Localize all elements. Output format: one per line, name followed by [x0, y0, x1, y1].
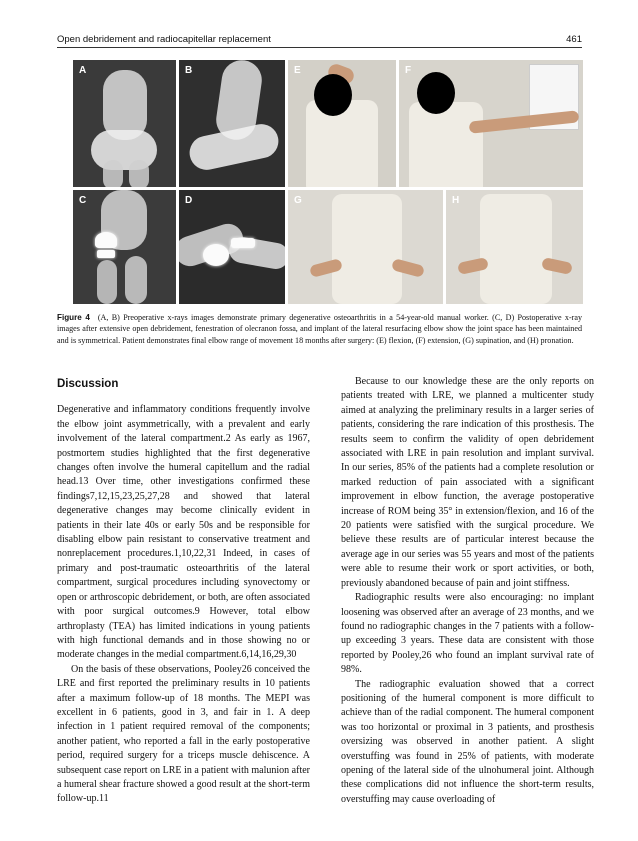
panel-h-photo	[446, 190, 583, 304]
panel-e-label: E	[294, 65, 301, 76]
paragraph: Degenerative and inflammatory conditions frequently involve the elbow joint asymmetrically, with a prevalent and early involvement of the lateral compartment.2 As early as 1967, postmortem studies highlighted that the first degenerative changes often involve the humeral capitellum and the radial head.13 Over time, other investigations confirmed these findings7,12,15,23,25,27,28 and showed that lateral degenerative changes may become clinically evident in patients in their late 40s or early 50s and be responsible for disabling elbow pain resistant to conservative treatment and nonreplacement procedures.1,10,22,31 Indeed, in cases of primary and post-traumatic osteoarthritis of the lateral compartment, surgical procedures including synovectomy or open or arthroscopic debridement, or both, are often associated with poor surgical outcomes.9 However, total elbow arthroplasty (TEA) has limited indications in young patients with high functional demands and in those showing no or moderate changes in the medial compartment.6,14,16,29,30	[57, 404, 310, 661]
running-title: Open debridement and radiocapitellar replacement	[57, 34, 271, 45]
panel-a-xray	[73, 60, 176, 187]
paragraph: Because to our knowledge these are the only reports on patients treated with LRE, we planned a multicenter study aimed at analyzing the preliminary results in a larger series of patients, considering the rare indication of this prosthesis. The results seem to confirm the validity of open debridement associated with LRE in pain resolution and implant survival. In our series, 85% of the patients had a complete resolution or marked reduction of pain associated with a significant improvement in elbow function, the average postoperative increase of ROM being 35° in extension/flexion, and 16 of the 20 patients were satisfied with the surgical procedure. We believe these results are of particular interest because the average age in our series was 55 years and most of the patients were able to resume their work or sport activities, or both, previously abandoned because of pain and joint stiffness.	[341, 376, 594, 589]
panel-d-xray	[179, 190, 285, 304]
figure-4	[73, 60, 583, 304]
page-number: 461	[566, 34, 582, 45]
panel-c-label: C	[79, 195, 87, 206]
caption-text: (A, B) Preoperative x-rays images demonstrate primary degenerative osteoarthritis in a 54-year-old manual worker. (C, D) Postoperative x-ray images after extensive open debridement, fenestration of olecranon fossa, and implant of the lateral resurfacing elbow show the joint space has been maintained and is symmetrical. Patient demonstrates final elbow range of movement 18 months after surgery: (E) flexion, (F) extension, (G) supination, and (H) pronation.	[57, 313, 583, 345]
panel-b-xray	[179, 60, 285, 187]
panel-g-photo	[288, 190, 443, 304]
right-column	[341, 375, 594, 807]
panel-g-label: G	[294, 195, 302, 206]
panel-h-label: H	[452, 195, 460, 206]
section-heading: Discussion	[57, 378, 119, 390]
figure-label: Figure 4	[57, 313, 90, 322]
panel-d-label: D	[185, 195, 193, 206]
panel-c-xray	[73, 190, 176, 304]
paragraph: Radiographic results were also encouraging: no implant loosening was observed after an average of 23 months, and we found no radiographic changes in the 7 patients with a follow-up exceeding 3 years. These data are consistent with those reported by Pooley,26 who found an implant survival rate of 98%.	[341, 592, 594, 676]
figure-caption	[57, 312, 582, 346]
panel-f-label: F	[405, 65, 412, 76]
paragraph: The radiographic evaluation showed that a correct positioning of the humeral component is more difficult to achieve than of the radial component. The humeral component was too horizontal or proximal in 3 patients, and prosthesis oversizing was observed in another patient. A slight overstuffing was found in 25% of patients, with moderate opening of the lateral side of the ulnohumeral joint. Although these complications did not influence the short-term results, overstuffing may cause overloading of	[341, 678, 594, 805]
paragraph: On the basis of these observations, Pooley26 conceived the LRE and first reported the preliminary results in 10 patients after a maximum follow-up of 18 months. The MEPI was excellent in 6 patients, good in 3, and fair in 1. A deep infection in 1 patient required removal of the components; another patient, who reported a fall in the early postoperative period, required surgery for a triceps muscle dehiscence. A subsequent case report on LRE in a patient with malunion after a humeral shear fracture showed a good result at the short-term follow-up.11	[57, 663, 310, 805]
running-header	[57, 34, 582, 48]
panel-f-photo	[399, 60, 583, 187]
panel-e-photo	[288, 60, 396, 187]
left-column	[57, 375, 310, 807]
header-rule	[57, 47, 582, 48]
panel-b-label: B	[185, 65, 193, 76]
panel-a-label: A	[79, 65, 87, 76]
